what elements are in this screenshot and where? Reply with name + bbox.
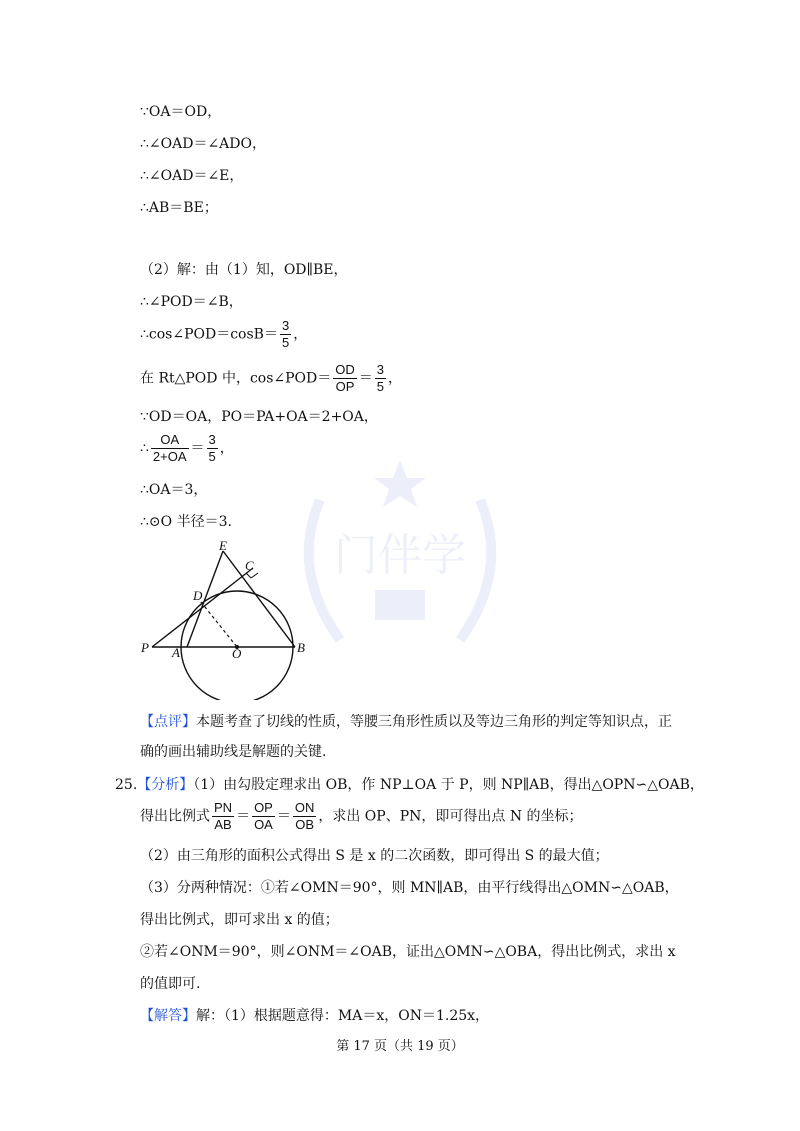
remark-line-1 (140, 712, 672, 732)
line-8 (140, 362, 402, 395)
line-3: ∴∠OAD＝∠E， (140, 168, 244, 184)
line-2: ∴∠OAD＝∠ADO， (140, 136, 266, 152)
eq: ＝ (236, 808, 251, 825)
fraction-on-ob (293, 800, 317, 833)
line-12: ∴⊙O 半径＝3. (140, 514, 232, 530)
line-9: ∵OD＝OA，PO＝PA+OA＝2+OA， (140, 409, 378, 425)
line-10-text: ∴ (140, 440, 149, 457)
line-do (201, 602, 237, 647)
line-10 (140, 432, 234, 465)
line-5: （2）解：由（1）知，OD∥BE， (140, 262, 348, 278)
line-10-end: ， (219, 440, 234, 457)
remark-text: 本题考查了切线的性质，等腰三角形性质以及等边三角形的判定等知识点，正 (196, 714, 672, 730)
frac-num: ON (294, 800, 315, 815)
line-6: ∴∠POD＝∠B， (140, 294, 243, 310)
analysis-text: （1）由勾股定理求出 OB，作 NP⊥OA 于 P，则 NP∥AB，得出△OPN∽△OAB， (193, 777, 704, 793)
right-angle-mark (246, 573, 258, 578)
fraction-oa-2oa (151, 432, 189, 465)
label-a: A (172, 645, 180, 660)
line-7-end: ， (293, 326, 308, 343)
frac-den: 5 (281, 335, 290, 350)
analysis-line-3: （2）由三角形的面积公式得出 S 是 x 的二次函数，即可得出 S 的最大值； (140, 848, 609, 864)
page-footer: 第 17 页（共 19 页） (336, 1039, 464, 1054)
label-o: O (232, 646, 242, 661)
fraction-3-5 (207, 432, 218, 465)
analysis-tag: 【分析】 (137, 777, 194, 793)
answer-tag: 【解答】 (140, 1008, 196, 1024)
line-1: ∵OA＝OD， (140, 104, 222, 120)
q25-analysis-line-1 (115, 775, 704, 795)
answer-text: 解：（1）根据题意得：MA＝x，ON＝1.25x， (196, 1008, 490, 1024)
fraction-3-5 (280, 318, 291, 351)
frac-den: 2+OA (152, 449, 187, 464)
label-b: B (297, 640, 305, 655)
label-p: P (141, 640, 149, 655)
fraction-od-op (333, 362, 357, 395)
line-4: ∴AB＝BE； (140, 200, 218, 216)
watermark-text: 门伴学 (334, 530, 466, 581)
analysis-text: ，求出 OP、PN，即可得出点 N 的坐标； (318, 808, 583, 825)
frac-num: 3 (281, 318, 290, 333)
eq: ＝ (276, 808, 291, 825)
frac-num: OP (254, 800, 273, 815)
frac-den: AB (214, 817, 232, 832)
analysis-line-5: 得出比例式，即可求出 x 的值； (140, 912, 339, 928)
frac-den: OB (295, 817, 314, 832)
frac-num: OD (335, 362, 355, 377)
analysis-line-7: 的值即可. (140, 976, 201, 992)
line-7-text: ∴cos∠POD＝cosB＝ (140, 326, 278, 343)
frac-den: 5 (376, 379, 384, 394)
answer-line (140, 1006, 489, 1026)
frac-num: 3 (376, 362, 384, 377)
analysis-line-4: （3）分两种情况：①若∠OMN＝90°，则 MN∥AB，由平行线得出△OMN∽△OAB， (140, 880, 679, 896)
label-d: D (193, 588, 203, 603)
fraction-pn-ab (212, 800, 234, 833)
line-11: ∴OA＝3， (140, 482, 208, 498)
question-number: 25. (115, 777, 138, 793)
line-7 (140, 318, 307, 351)
frac-den: OP (335, 379, 355, 394)
line-10-eq: ＝ (190, 440, 205, 457)
analysis-text: 得出比例式 (140, 808, 210, 825)
remark-line-2: 确的画出辅助线是解题的关键. (140, 744, 327, 760)
label-e: E (219, 540, 227, 553)
line-8-text: 在 Rt△POD 中，cos∠POD＝ (140, 370, 332, 387)
fraction-op-oa (252, 800, 275, 833)
frac-num: PN (214, 800, 233, 815)
frac-num: 3 (208, 432, 216, 447)
frac-den: OA (254, 817, 273, 832)
geometry-figure (135, 540, 325, 700)
frac-num: OA (151, 432, 189, 449)
line-8-end: ， (388, 370, 402, 387)
line-eb (223, 551, 295, 647)
analysis-line-2 (140, 800, 583, 833)
fraction-3-5 (375, 362, 386, 395)
remark-tag: 【点评】 (140, 714, 196, 730)
label-c: C (245, 558, 254, 573)
frac-den: 5 (208, 449, 216, 464)
analysis-line-6: ②若∠ONM＝90°，则∠ONM＝∠OAB，证出△OMN∽△OBA，得出比例式，求出 x (140, 944, 676, 960)
line-8-eq: ＝ (358, 370, 373, 387)
